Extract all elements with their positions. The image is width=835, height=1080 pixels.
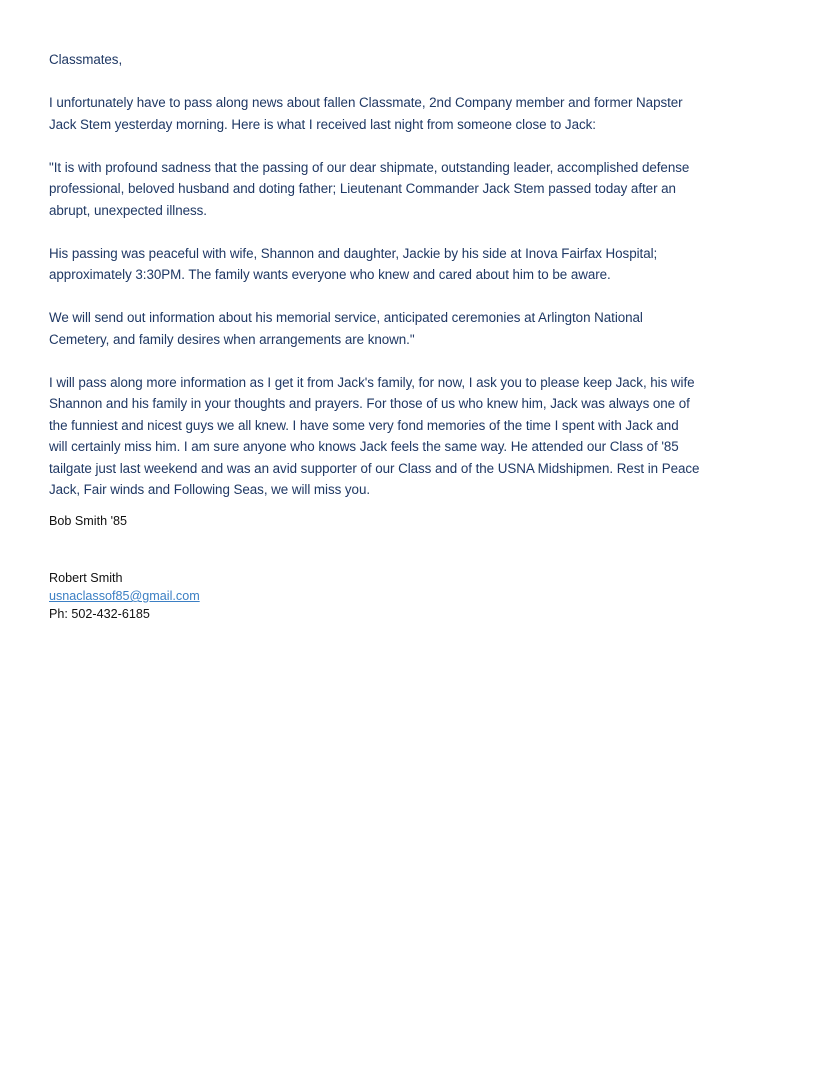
text-line: Shannon and his family in your thoughts and prayers. For those of us who knew him, Jack was always one of [49,396,690,411]
text-line: professional, beloved husband and doting father; Lieutenant Commander Jack Stem passed today after an [49,181,676,196]
paragraph-quote-3 [49,307,789,350]
text-line: I will pass along more information as I get it from Jack's family, for now, I ask you to please keep Jack, his wife [49,374,695,390]
text-line: the funniest and nicest guys we all knew. I have some very fond memories of the time I spent with Jack and [49,417,679,433]
signature-phone: Ph: 502-432-6185 [49,607,150,621]
paragraph-intro [49,92,789,135]
text-line: His passing was peaceful with wife, Shannon and daughter, Jackie by his side at Inova Fairfax Hospital; [49,245,658,261]
text-line: Cemetery, and family desires when arrangements are known." [49,331,415,347]
text-line: abrupt, unexpected illness. [49,202,207,218]
text-line: Jack Stem yesterday morning. Here is what I received last night from someone close to Jack: [49,116,596,132]
text-line: I unfortunately have to pass along news about fallen Classmate, 2nd Company member and former Napster [49,95,683,110]
email-link[interactable]: usnaclassof85@gmail.com [49,589,200,603]
signature-name: Robert Smith [49,571,123,585]
paragraph-quote-1 [49,157,789,222]
text-line: We will send out information about his memorial service, anticipated ceremonies at Arlington National [49,310,643,325]
greeting: Classmates, [49,52,123,67]
text-line: will certainly miss him. I am sure anyone who knows Jack feels the same way. He attended our Class of '85 [49,439,679,454]
text-line: tailgate just last weekend and was an avid supporter of our Class and of the USNA Midshipmen. Rest in Peace [49,460,700,476]
signoff: Bob Smith '85 [49,514,128,528]
text-line: Jack, Fair winds and Following Seas, we will miss you. [49,482,371,497]
paragraph-closing [49,372,789,501]
text-line: "It is with profound sadness that the passing of our dear shipmate, outstanding leader, accomplished defense [49,159,690,175]
signature-block [49,569,200,623]
letter-body [49,49,789,522]
paragraph-quote-2 [49,243,789,286]
text-line: approximately 3:30PM. The family wants everyone who knew and cared about him to be aware. [49,267,611,282]
